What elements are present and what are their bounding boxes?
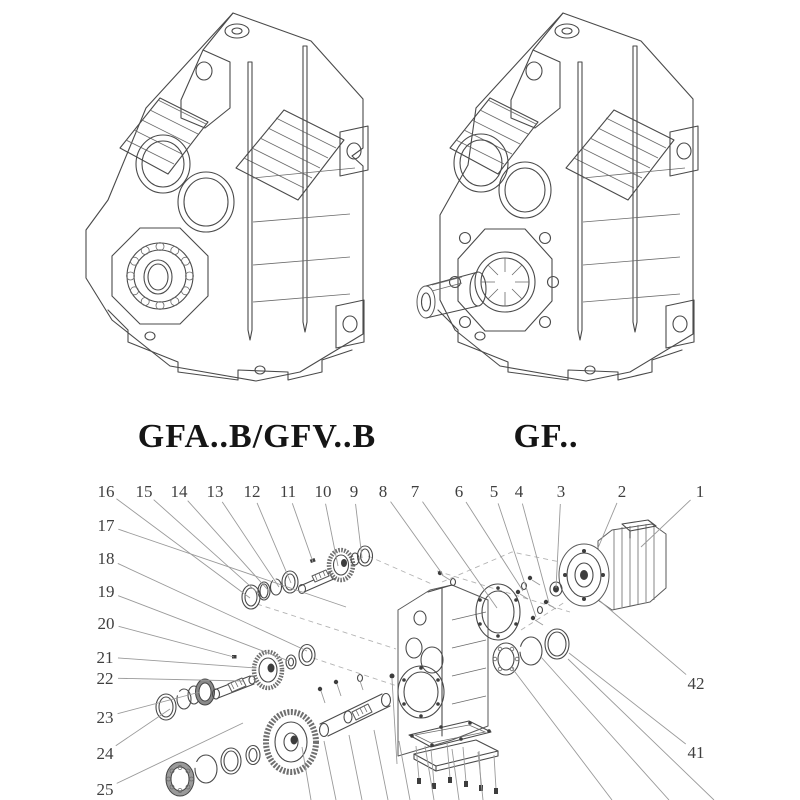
- callout-number-19: 19: [97, 582, 115, 601]
- callout-number-14: 14: [170, 482, 188, 501]
- callout-number-41: 41: [687, 743, 705, 762]
- callout-number-2: 2: [617, 482, 627, 501]
- leader-line-19: [118, 596, 289, 661]
- callout-number-7: 7: [410, 482, 420, 501]
- callout-number-20: 20: [97, 614, 115, 633]
- leader-line-41: [569, 653, 686, 744]
- figure-left-drawing: [86, 13, 368, 381]
- callout-number-25: 25: [96, 780, 114, 799]
- callout-number-8: 8: [378, 482, 388, 501]
- callout-number-5: 5: [489, 482, 499, 501]
- figure-right-drawing: [417, 13, 698, 381]
- callout-number-13: 13: [206, 482, 224, 501]
- callout-number-16: 16: [97, 482, 115, 501]
- callout-number-24: 24: [96, 744, 114, 763]
- exploded-output-bearing-set: [493, 629, 569, 675]
- exploded-output-cluster: [166, 694, 391, 797]
- leader-line-20: [119, 626, 234, 657]
- callout-number-21: 21: [96, 648, 114, 667]
- leader-line-18: [118, 563, 307, 651]
- leader-line-6: [466, 502, 523, 591]
- leader-line-23: [118, 692, 200, 714]
- leader-line-11: [292, 503, 313, 562]
- exploded-view: [97, 482, 715, 800]
- exploded-intermediate-cluster: [156, 645, 363, 721]
- callout-number-12: 12: [243, 482, 261, 501]
- exploded-input-cluster: [242, 546, 373, 609]
- leader-line-8: [391, 502, 443, 575]
- leader-line-12: [257, 503, 291, 583]
- leader-line-22: [118, 678, 243, 681]
- leader-line-21: [118, 658, 256, 668]
- callout-number-4: 4: [514, 482, 524, 501]
- callout-number-3: 3: [556, 482, 566, 501]
- exploded-housing: [398, 585, 488, 756]
- callout-number-1: 1: [695, 482, 705, 501]
- callout-number-15: 15: [135, 482, 153, 501]
- leader-line-17: [118, 529, 346, 607]
- cutoff-leader-lines: [302, 657, 714, 800]
- figure-left-label: GFA..B/GFV..B: [137, 418, 377, 455]
- callout-number-23: 23: [96, 708, 114, 727]
- leader-line-24: [116, 709, 170, 746]
- figure-right-label: GF..: [513, 418, 579, 455]
- callout-number-17: 17: [97, 516, 115, 535]
- callout-number-22: 22: [96, 669, 114, 688]
- callout-number-6: 6: [454, 482, 464, 501]
- callout-number-18: 18: [97, 549, 115, 568]
- leader-line-42: [600, 601, 686, 675]
- callout-number-11: 11: [279, 482, 297, 501]
- exploded-motor: [559, 520, 666, 610]
- callout-number-10: 10: [314, 482, 332, 501]
- callout-number-42: 42: [687, 674, 705, 693]
- callout-number-9: 9: [349, 482, 359, 501]
